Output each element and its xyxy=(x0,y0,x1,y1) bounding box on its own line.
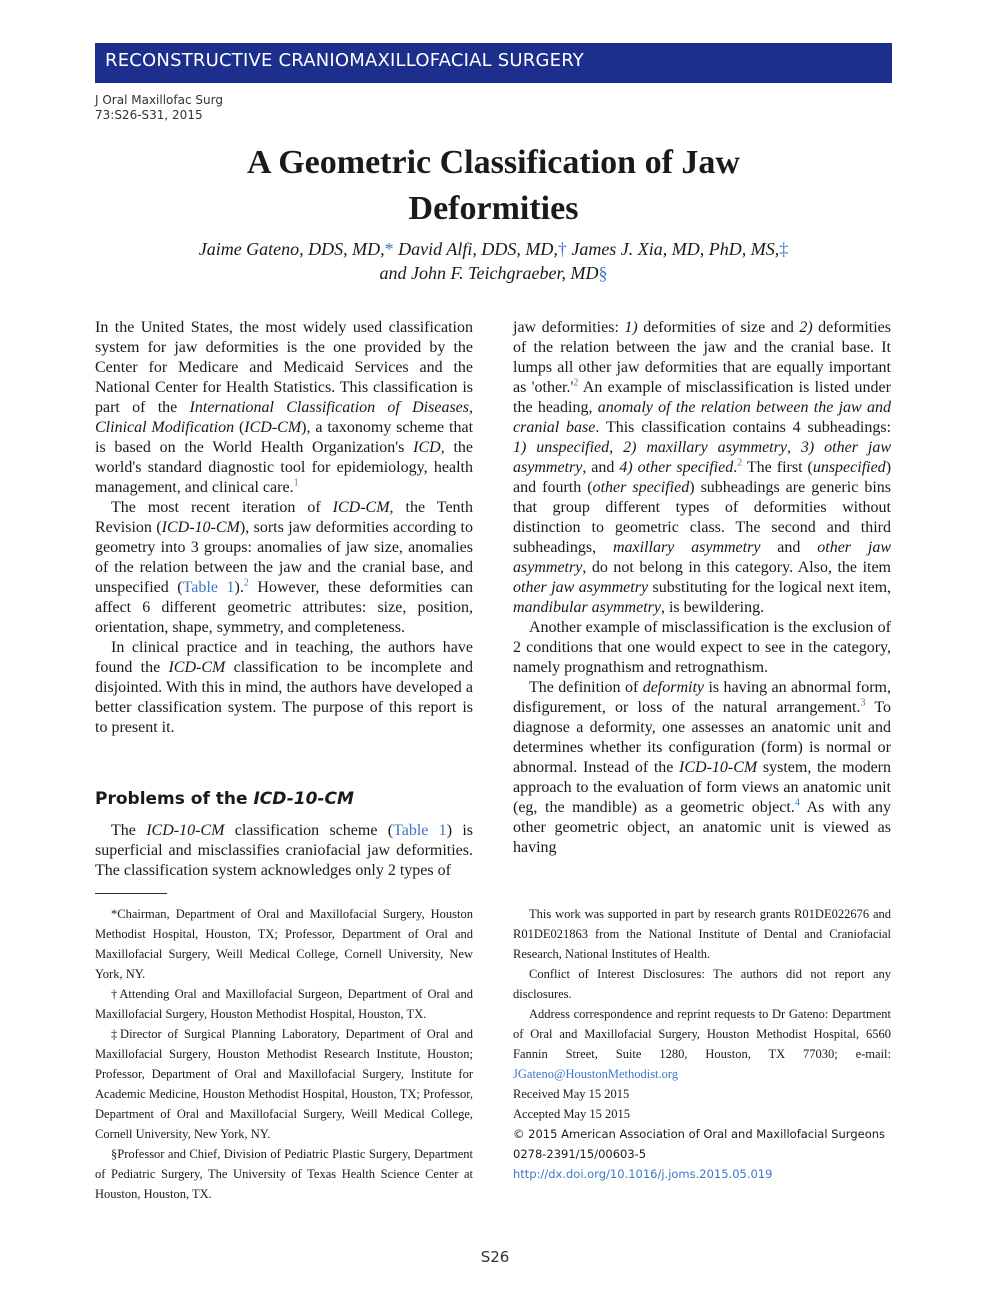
body-column-left-lower xyxy=(95,821,473,881)
accepted-date: Accepted May 15 2015 xyxy=(513,1107,630,1121)
affiliation-xia: ‡Director of Surgical Planning Laboratory, Department of Oral and Maxillofacial Surgery, Houston Methodist Research Institute, Houston; Professor, Department of Oral and Maxillofacial Surgery, Institute for Academic Medicine, Houston Methodist Hospital, Houston, TX; Professor, Department of Oral and Maxillofacial Surgery, Weill Medical College, Cornell University, New York, NY. xyxy=(95,1027,473,1141)
title-line-1: A Geometric Classification of Jaw xyxy=(247,144,740,181)
table-link[interactable]: Table 1 xyxy=(393,822,447,839)
table-link[interactable]: Table 1 xyxy=(182,579,235,596)
reference-link[interactable]: 2 xyxy=(243,577,249,589)
correspondence-note: Address correspondence and reprint requests to Dr Gateno: Department of Oral and Maxillofacial Surgery, Houston Methodist Hospital, 6560 Fannin Street, Suite 1280, Houston, TX 77030; e-mail: JGateno@HoustonMethodist.org xyxy=(513,1007,891,1081)
affiliation-alfi: †Attending Oral and Maxillofacial Surgeon, Department of Oral and Maxillofacial Surgery, Houston Methodist Hospital, Houston, TX. xyxy=(95,987,473,1021)
article-title xyxy=(95,140,892,232)
paragraph-definition: The definition of deformity is having an abnormal form, disfigurement, or loss of the natural arrangement.$^3$ To diagnose a deformity, one assesses an anatomic unit and determines whether its configuration (form) is normal or abnormal. Instead of the ICD-10-CM system, the modern approach to the evaluation of form views an anatomic unit (eg, the mandible) as a geometric object.$^4$ As with any other geometric object, an anatomic unit is viewed as having xyxy=(513,679,892,856)
affiliation-gateno: *Chairman, Department of Oral and Maxillofacial Surgery, Houston Methodist Hospital, Houston, TX; Professor, Department of Oral and Maxillofacial Surgery, Weill Medical College, Cornell University, New York, NY. xyxy=(95,907,473,981)
author-mark-4[interactable]: § xyxy=(598,263,608,283)
article-notes xyxy=(513,904,891,1184)
author-teichgraeber: and John F. Teichgraeber, MD xyxy=(379,263,599,283)
paragraph-intro: In the United States, the most widely used classification system for jaw deformities is the one provided by the Center for Medicare and Medicaid Services and the National Center for Health Statistics. This classification is part of the International Classification of Diseases, Clinical Modification (ICD-CM), a taxonomy scheme that is based on the World Health Organization's ICD, the world's standard diagnostic tool for epidemiology, health management, and clinical care.$^1$ xyxy=(95,319,474,496)
affiliation-teichgraeber: §Professor and Chief, Division of Pediatric Plastic Surgery, Department of Pediatric Surgery, The University of Texas Health Science Center at Houston, Houston, TX. xyxy=(95,1147,473,1201)
author-mark-2[interactable]: † xyxy=(557,239,567,259)
paragraph-problems: The ICD-10-CM classification scheme (Table 1) is superficial and misclassifies craniofacial jaw deformities. The classification system acknowledges only 2 types of xyxy=(95,822,473,879)
title-line-2: Deformities xyxy=(408,190,579,227)
footnote-divider xyxy=(95,893,167,894)
journal-name: J Oral Maxillofac Surg xyxy=(95,93,223,107)
reference-link[interactable]: 4 xyxy=(794,797,800,809)
journal-citation xyxy=(95,93,223,123)
section-heading: Problems of the ICD-10-CM xyxy=(95,789,354,809)
body-column-left xyxy=(95,318,473,738)
section-banner xyxy=(95,43,892,83)
banner-text: RECONSTRUCTIVE CRANIOMAXILLOFACIAL SURGERY xyxy=(105,50,584,71)
reference-link[interactable]: 3 xyxy=(860,697,866,709)
author-line-2 xyxy=(95,261,892,285)
email-link[interactable]: JGateno@HoustonMethodist.org xyxy=(513,1067,679,1081)
reference-link[interactable]: 2 xyxy=(573,377,579,389)
author-list xyxy=(95,237,892,285)
author-mark-1[interactable]: * xyxy=(384,239,394,259)
paragraph-misclassification: jaw deformities: 1) deformities of size and 2) deformities of the relation between the jaw and the cranial base. It lumps all other jaw deformities that are equally important as '$other.'^2$ An example of misclassification is listed under the heading, anomaly of the relation between the jaw and cranial base. This classification contains 4 subheadings: 1) unspecified, 2) maxillary asymmetry, 3) other jaw asymmetry, and 4) other specified.$^2$ The first (unspecified) and fourth (other specified) subheadings are generic bins that group different types of deformities without distinction to geometric class. The second and third subheadings, maxillary asymmetry and other jaw asymmetry, do not belong in this category. Also, the item other jaw asymmetry substituting for the logical next item, mandibular asymmetry, is bewildering. xyxy=(513,319,892,616)
body-column-right xyxy=(513,318,891,858)
reference-link[interactable]: 1 xyxy=(293,477,299,489)
author-line-1 xyxy=(95,237,892,261)
author-alfi: David Alfi, DDS, MD, xyxy=(398,239,558,259)
reference-link[interactable]: 2 xyxy=(737,457,743,469)
conflict-note: Conflict of Interest Disclosures: The authors did not report any disclosures. xyxy=(513,967,891,1001)
author-gateno: Jaime Gateno, DDS, MD, xyxy=(198,239,385,259)
page-number: S26 xyxy=(480,1248,510,1266)
funding-note: This work was supported in part by research grants R01DE022676 and R01DE021863 from the National Institute of Dental and Craniofacial Research, National Institutes of Health. xyxy=(513,907,891,961)
paragraph-icd10: The most recent iteration of ICD-CM, the Tenth Revision (ICD-10-CM), sorts jaw deformities according to geometry into 3 groups: anomalies of jaw size, anomalies of the relation between the jaw and the cranial base, and unspecified (Table 1).$^2$ However, these deformities can affect 6 different geometric attributes: size, position, orientation, shape, symmetry, and completeness. xyxy=(95,499,474,636)
issn: 0278-2391/15/00603-5 xyxy=(513,1147,647,1161)
author-xia: James J. Xia, MD, PhD, MS, xyxy=(571,239,780,259)
journal-volume: 73:S26-S31, 2015 xyxy=(95,108,203,122)
received-date: Received May 15 2015 xyxy=(513,1087,630,1101)
paragraph-exclusion: Another example of misclassification is the exclusion of 2 conditions that one would expect to see in the category, namely prognathism and retrognathism. xyxy=(513,619,891,676)
author-affiliations xyxy=(95,904,473,1204)
copyright: © 2015 American Association of Oral and Maxillofacial Surgeons xyxy=(513,1127,886,1141)
doi-link[interactable]: http://dx.doi.org/10.1016/j.joms.2015.05.019 xyxy=(513,1167,773,1181)
author-mark-3[interactable]: ‡ xyxy=(779,239,789,259)
paragraph-purpose: In clinical practice and in teaching, the authors have found the ICD-CM classification to be incomplete and disjointed. With this in mind, the authors have developed a better classification system. The purpose of this report is to present it. xyxy=(95,639,473,736)
